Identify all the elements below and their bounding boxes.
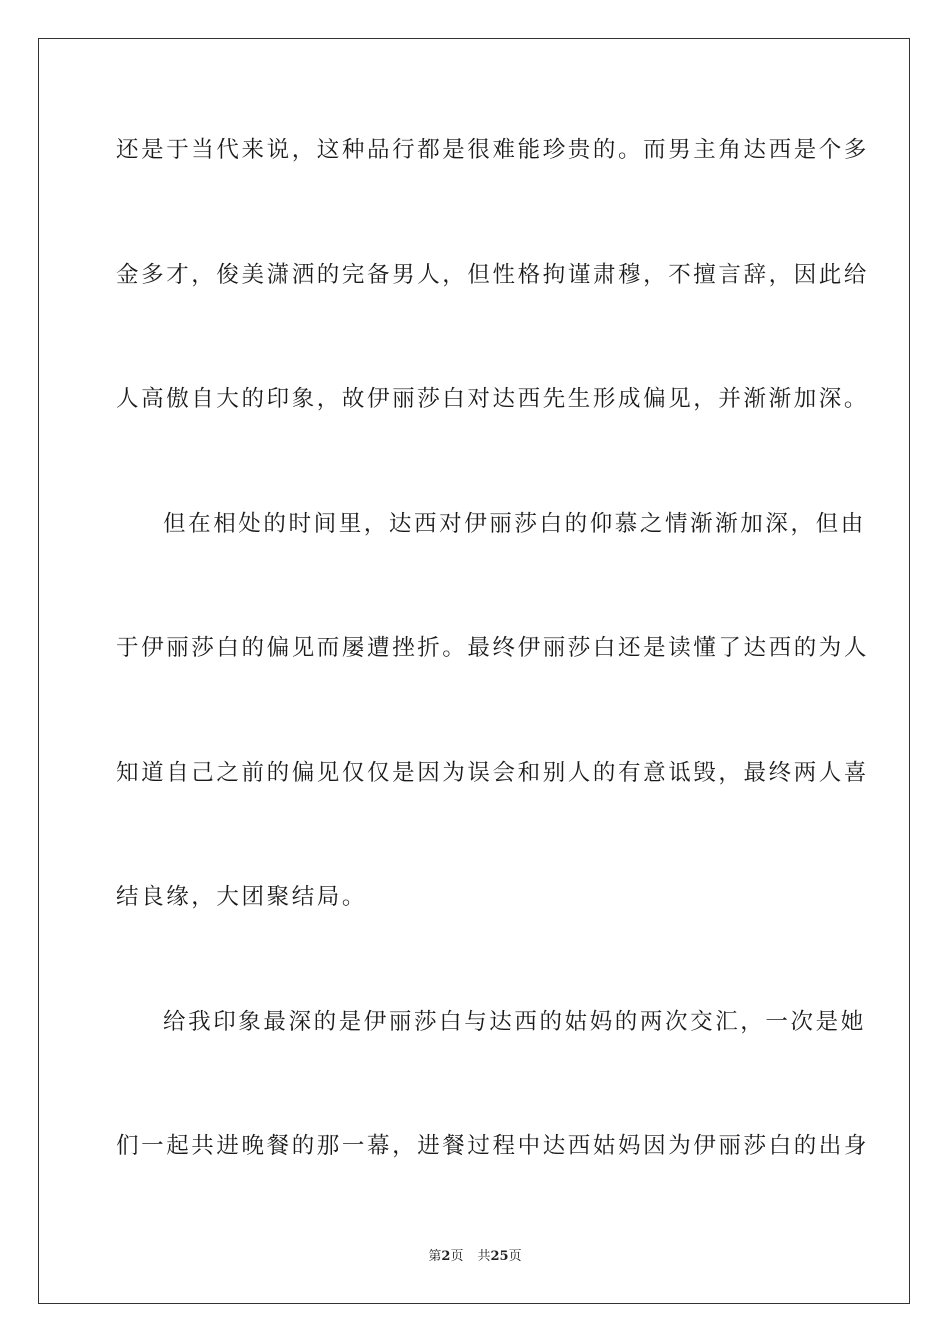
text-line-6: 知道自己之前的偏见仅仅是因为误会和别人的有意诋毁，最终两人喜 — [116, 760, 870, 786]
page-footer — [0, 1248, 950, 1266]
text-line-5: 于伊丽莎白的偏见而屡遭挫折。最终伊丽莎白还是读懂了达西的为人 — [116, 635, 870, 661]
text-line-1: 还是于当代来说，这种品行都是很难能珍贵的。而男主角达西是个多 — [116, 137, 870, 163]
text-line-2: 金多才，俊美潇洒的完备男人，但性格拘谨肃穆，不擅言辞，因此给 — [116, 262, 870, 288]
footer-page-number: 2 — [441, 1249, 451, 1264]
text-line-7: 结良缘，大团聚结局。 — [116, 884, 368, 910]
page-border — [38, 38, 910, 1304]
footer-total-pages: 25 — [490, 1249, 509, 1264]
footer-total-prefix: 共 — [477, 1249, 491, 1264]
text-line-8-paragraph-start: 给我印象最深的是伊丽莎白与达西的姑妈的两次交汇，一次是她 — [163, 1009, 866, 1035]
footer-page-prefix: 第 — [428, 1249, 442, 1264]
text-line-4-paragraph-start: 但在相处的时间里，达西对伊丽莎白的仰慕之情渐渐加深，但由 — [163, 511, 866, 537]
text-line-3: 人高傲自大的印象，故伊丽莎白对达西先生形成偏见，并渐渐加深。 — [116, 386, 870, 412]
footer-total-suffix: 页 — [508, 1249, 522, 1264]
footer-page-suffix: 页 — [450, 1249, 464, 1264]
text-line-9: 们一起共进晚餐的那一幕，进餐过程中达西姑妈因为伊丽莎白的出身 — [116, 1133, 870, 1159]
